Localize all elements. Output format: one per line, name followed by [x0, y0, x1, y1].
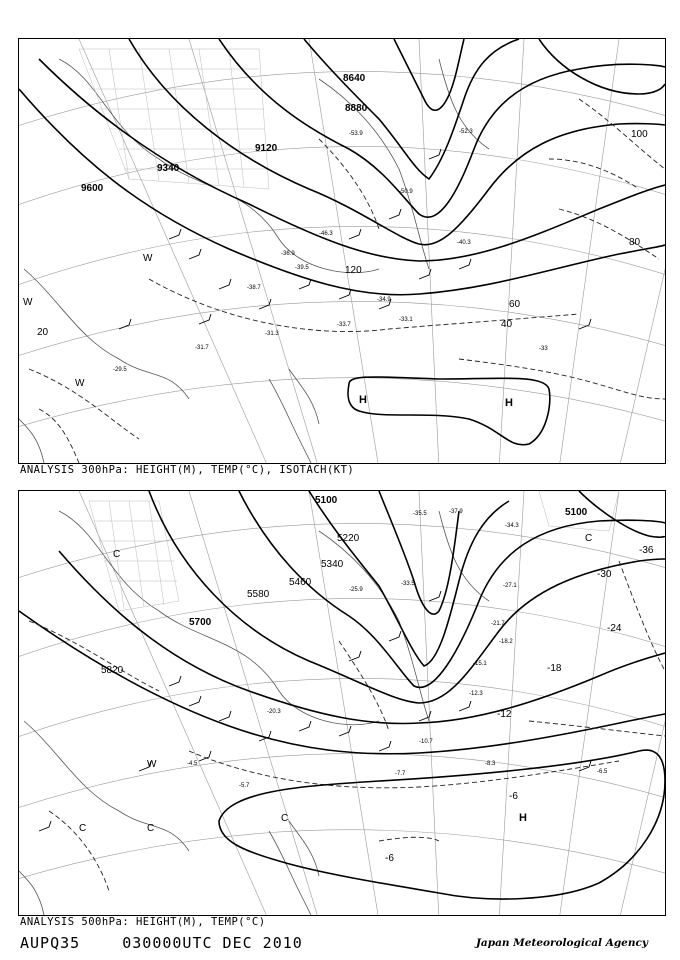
temp-value: -20.3 [267, 709, 281, 715]
isotherm-label-minus12: -12 [497, 709, 512, 720]
isotherm-label-minus30: -30 [597, 569, 612, 580]
high-center-1: H [359, 394, 367, 406]
temp-value: -33.1 [399, 317, 413, 323]
height-label-5100-east: 5100 [565, 507, 588, 518]
wind-barbs [119, 149, 591, 329]
isotherm-label-minus18: -18 [547, 663, 562, 674]
wind-mark: W [147, 759, 157, 770]
isotach-label-100: 100 [631, 129, 648, 140]
temp-value: -18.2 [499, 639, 513, 645]
temp-value: -34.9 [377, 297, 391, 303]
moisture-hatch [89, 491, 619, 611]
graticule [19, 39, 665, 463]
temp-value: -10.7 [419, 739, 433, 745]
temp-value: -40.3 [457, 240, 471, 246]
temp-value: -50.9 [399, 189, 413, 195]
temp-value: -25.9 [349, 587, 363, 593]
map-500hpa-svg [19, 491, 665, 915]
height-label-9600: 9600 [81, 183, 104, 194]
temp-value: -6.5 [597, 769, 608, 775]
chart-code: AUPQ35 [20, 934, 81, 952]
chart-identifier [20, 934, 303, 952]
isotherm-label-minus24: -24 [607, 623, 622, 634]
height-label-9340: 9340 [157, 163, 180, 174]
isotach-label-40: 40 [501, 319, 513, 330]
valid-time: 030000UTC DEC 2010 [122, 934, 303, 952]
temp-value: -21.7 [491, 621, 505, 627]
isotherm-label-minus6-south: -6 [385, 853, 394, 864]
height-label-5820: 5820 [101, 665, 124, 676]
temp-value: -33.7 [337, 322, 351, 328]
temp-value: -38.7 [247, 285, 261, 291]
temp-value: -46.3 [319, 231, 333, 237]
wind-mark-1: W [23, 297, 33, 308]
temp-value: -7.7 [395, 771, 406, 777]
cold-center: C [147, 823, 155, 834]
temp-value: -29.5 [113, 367, 127, 373]
temp-value: -33.5 [401, 581, 415, 587]
temp-value: -8.3 [485, 761, 496, 767]
high-pressure-contour [348, 377, 550, 445]
height-label-5700: 5700 [189, 617, 212, 628]
isotherm-label-minus36: -36 [639, 545, 654, 556]
isotach-label-120: 120 [345, 265, 362, 276]
temp-value: -37.9 [449, 509, 463, 515]
temp-value: -12.3 [469, 691, 483, 697]
temp-value: -39.5 [295, 265, 309, 271]
map-300hpa [18, 38, 666, 464]
cold-center: C [585, 533, 593, 544]
temp-value: -15.1 [473, 661, 487, 667]
high-center: H [519, 812, 527, 824]
isotach-contours [29, 99, 665, 463]
temp-value: -5.7 [239, 783, 250, 789]
height-label-5340: 5340 [321, 559, 344, 570]
height-contours [19, 491, 665, 754]
map-300hpa-svg [19, 39, 665, 463]
height-label-8640: 8640 [343, 73, 366, 84]
temp-value: -35.5 [413, 511, 427, 517]
caption-300hpa: ANALYSIS 300hPa: HEIGHT(M), TEMP(°C), ISOTACH(KT) [20, 464, 355, 476]
temp-value: -31.7 [195, 345, 209, 351]
height-contours [19, 39, 665, 295]
map-500hpa [18, 490, 666, 916]
wind-mark-2: W [75, 378, 85, 389]
temp-value: -36.9 [281, 251, 295, 257]
cold-center: C [281, 813, 289, 824]
temp-value: -27.1 [503, 583, 517, 589]
isotach-label-60: 60 [509, 299, 521, 310]
temp-value: -33 [539, 346, 548, 352]
height-label-5460: 5460 [289, 577, 312, 588]
isotach-label-80: 80 [629, 237, 641, 248]
wind-mark-3: W [143, 253, 153, 264]
height-label-5580: 5580 [247, 589, 270, 600]
agency-name: Japan Meteorological Agency [475, 937, 648, 949]
temp-value: -31.3 [265, 331, 279, 337]
isotach-label-20: 20 [37, 327, 49, 338]
height-label-5220: 5220 [337, 533, 360, 544]
height-label-8880: 8880 [345, 103, 368, 114]
cold-center: C [79, 823, 87, 834]
isotherm-label-minus6-east: -6 [509, 791, 518, 802]
temp-value: -53.9 [349, 131, 363, 137]
coastlines [19, 511, 489, 915]
temp-value: -52.3 [459, 129, 473, 135]
height-label-9120: 9120 [255, 143, 278, 154]
temp-value: -4.5 [187, 761, 198, 767]
caption-500hpa: ANALYSIS 500hPa: HEIGHT(M), TEMP(°C) [20, 916, 266, 928]
height-label-5100-west: 5100 [315, 495, 338, 506]
cold-center: C [113, 549, 121, 560]
high-center-2: H [505, 397, 513, 409]
temp-value: -34.3 [505, 523, 519, 529]
